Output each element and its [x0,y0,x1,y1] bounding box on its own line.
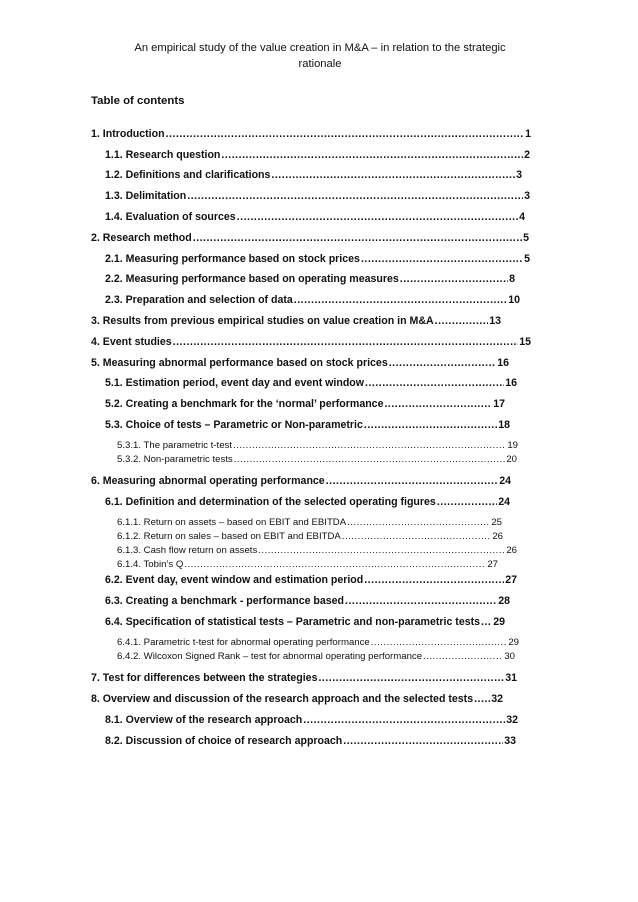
toc-entry-page: 29 [493,616,505,628]
toc-entry-page: 1 [525,128,531,140]
toc-entry-title: 5.3.2. Non-parametric tests [117,454,233,465]
toc-entry[interactable] [105,168,522,182]
toc-entry[interactable] [105,418,510,432]
toc-leader [345,594,497,608]
toc-entry-page: 18 [498,419,510,431]
toc-entry-title: 6.4.1. Parametric t-test for abnormal operating performance [117,637,370,648]
toc-leader [364,418,497,432]
toc-leader [365,376,504,390]
toc-entry-title: 6.1.2. Return on sales – based on EBIT and EBITDA [117,531,341,542]
toc-entry[interactable] [117,517,502,529]
toc-entry[interactable] [117,531,503,543]
toc-entry[interactable] [105,734,516,748]
toc-entry[interactable] [117,440,518,452]
toc-leader [326,474,498,488]
toc-entry-page: 24 [499,475,511,487]
toc-entry-page: 5 [524,253,530,265]
header-line-1: An empirical study of the value creation in M&A – in relation to the strategic [134,42,506,54]
toc-entry-page: 8 [509,273,515,285]
toc-entry[interactable] [105,210,525,224]
toc-entry[interactable] [117,559,498,571]
toc-leader [342,531,492,543]
toc-entry[interactable] [91,335,531,349]
toc-entry[interactable] [91,231,529,245]
toc-leader [193,231,522,245]
toc-entry[interactable] [105,148,530,162]
toc-entry-page: 24 [498,496,510,508]
toc-entry-title: 8.1. Overview of the research approach [105,714,303,726]
toc-leader [166,127,525,141]
toc-entry-title: 6.3. Creating a benchmark - performance based [105,595,345,607]
toc-leader [237,210,518,224]
toc-leader [233,440,506,452]
toc-entry-page: 4 [519,211,525,223]
toc-entry[interactable] [105,293,520,307]
toc-entry[interactable] [91,314,501,328]
toc-entry-page: 5 [523,232,529,244]
toc-entry[interactable] [91,127,531,141]
toc-leader [364,573,504,587]
toc-entry-title: 5.2. Creating a benchmark for the ‘normal’ performance [105,398,384,410]
toc-entry-title: 6.2. Event day, event window and estimation period [105,574,364,586]
toc-entry[interactable] [105,272,515,286]
toc-entry[interactable] [105,713,518,727]
toc-entry-title: 7. Test for differences between the strategies [91,672,318,684]
toc-entry-title: 5.3. Choice of tests – Parametric or Non-parametric [105,419,363,431]
toc-entry-title: 6.4. Specification of statistical tests – Parametric and non-parametric tests [105,616,481,628]
toc-entry-title: 6.1. Definition and determination of the selected operating figures [105,496,436,508]
toc-entry-page: 13 [489,315,501,327]
toc-entry-title: 6.1.4. Tobin’s Q [117,559,184,570]
toc-entry[interactable] [105,252,530,266]
toc-leader [234,454,506,466]
toc-entry-page: 29 [508,637,519,648]
toc-entry[interactable] [105,573,517,587]
toc-leader [437,495,497,509]
toc-entry-page: 19 [507,440,518,451]
toc-entry-page: 20 [506,454,517,465]
toc-entry-page: 10 [508,294,520,306]
toc-entry[interactable] [91,671,517,685]
toc-entry-title: 1.4. Evaluation of sources [105,211,236,223]
toc-entry-page: 17 [493,398,505,410]
toc-leader [294,293,507,307]
toc-entry[interactable] [91,692,503,706]
toc-entry-title: 8.2. Discussion of choice of research approach [105,735,343,747]
toc-entry-title: 5. Measuring abnormal performance based on stock prices [91,357,388,369]
toc-entry-page: 33 [504,735,516,747]
toc-entry-page: 30 [504,651,515,662]
toc-entry-title: 3. Results from previous empirical studies on value creation in M&A [91,315,434,327]
toc-leader [389,356,496,370]
toc-leader [184,559,486,571]
toc-leader [187,189,523,203]
toc-entry[interactable] [105,615,505,629]
toc-leader [303,713,505,727]
toc-entry-page: 26 [506,545,517,556]
toc-entry-title: 2.1. Measuring performance based on stock prices [105,253,360,265]
toc-entry-page: 2 [524,149,530,161]
toc-entry-page: 3 [524,190,530,202]
toc-entry-title: 6.1.3. Cash flow return on assets [117,545,258,556]
toc-entry-title: 5.3.1. The parametric t-test [117,440,232,451]
toc-leader [343,734,503,748]
toc-leader [474,692,490,706]
toc-entry[interactable] [105,495,510,509]
toc-entry-title: 6.1.1. Return on assets – based on EBIT and EBITDA [117,517,347,528]
toc-entry-title: 2.3. Preparation and selection of data [105,294,293,306]
toc-leader [400,272,508,286]
toc-entry-page: 25 [491,517,502,528]
toc-leader [435,314,489,328]
toc-entry-page: 16 [497,357,509,369]
toc-entry-page: 3 [516,169,522,181]
toc-entry[interactable] [105,397,505,411]
toc-entry-page: 32 [491,693,503,705]
toc-entry-page: 31 [505,672,517,684]
toc-title: Table of contents [91,95,185,107]
toc-entry-title: 2. Research method [91,232,192,244]
toc-entry-title: 6. Measuring abnormal operating performance [91,475,325,487]
toc-leader [423,651,503,663]
toc-entry-title: 5.1. Estimation period, event day and event window [105,377,365,389]
toc-entry-title: 1.3. Delimitation [105,190,187,202]
toc-entry-page: 16 [505,377,517,389]
toc-entry[interactable] [105,594,510,608]
toc-leader [347,517,490,529]
toc-entry-title: 8. Overview and discussion of the research approach and the selected tests [91,693,474,705]
header-line-2: rationale [298,58,342,70]
toc-entry-page: 26 [492,531,503,542]
toc-leader [318,671,504,685]
toc-entry-page: 27 [487,559,498,570]
toc-entry-title: 1.1. Research question [105,149,221,161]
toc-entry-title: 6.4.2. Wilcoxon Signed Rank – test for abnormal operating performance [117,651,423,662]
toc-entry-title: 4. Event studies [91,336,172,348]
toc-entry[interactable] [105,376,517,390]
toc-entry-page: 15 [519,336,531,348]
toc-entry-title: 1.2. Definitions and clarifications [105,169,271,181]
toc-entry[interactable] [117,454,517,466]
running-header [110,40,530,72]
toc-leader [361,252,523,266]
toc-entry[interactable] [117,545,517,557]
toc-entry[interactable] [117,637,519,649]
toc-entry-page: 27 [505,574,517,586]
toc-leader [173,335,519,349]
toc-entry[interactable] [91,474,511,488]
toc-entry[interactable] [117,651,515,663]
toc-entry[interactable] [91,356,509,370]
toc-leader [481,615,492,629]
toc-leader [371,637,508,649]
toc-leader [271,168,515,182]
toc-leader [384,397,492,411]
toc-entry-page: 32 [506,714,518,726]
toc-entry-title: 2.2. Measuring performance based on operating measures [105,273,399,285]
toc-leader [221,148,523,162]
toc-entry-title: 1. Introduction [91,128,165,140]
toc-entry-page: 28 [498,595,510,607]
toc-leader [258,545,505,557]
toc-entry[interactable] [105,189,530,203]
